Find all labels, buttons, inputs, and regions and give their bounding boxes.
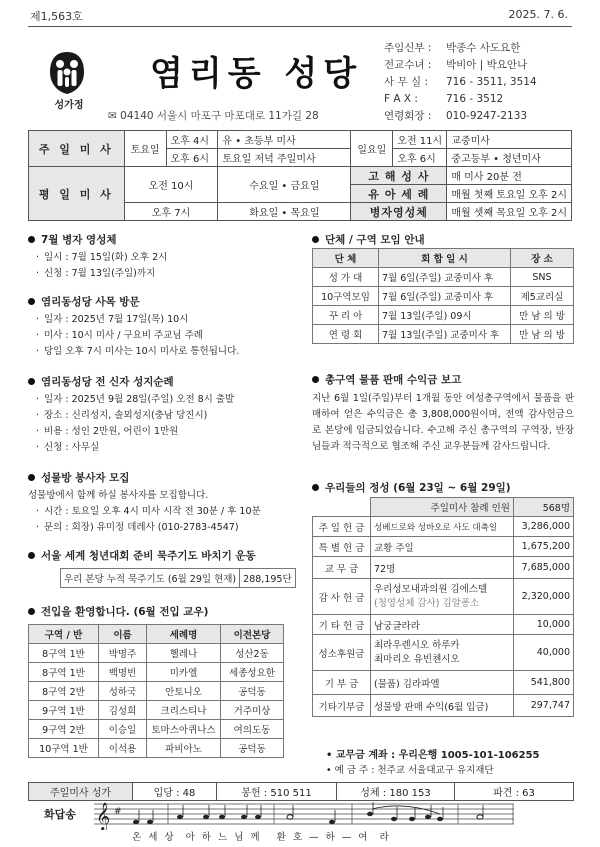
cell: 주 일 헌 금 <box>313 517 371 537</box>
bank-text: 교무금 계좌 : 우리은행 1005-101-106255 <box>335 750 540 761</box>
sacrament-value: 매 미사 20분 전 <box>447 167 572 185</box>
cell: 9구역 1반 <box>29 701 99 720</box>
mass-desc: 교중미사 <box>447 131 572 149</box>
table-row <box>313 287 574 306</box>
cell: 특 별 헌 금 <box>313 537 371 557</box>
issue-date: 2025. 7. 6. <box>508 8 568 21</box>
section-title-text: 총구역 물품 판매 수익금 보고 <box>325 374 462 386</box>
section-title <box>28 374 298 389</box>
section-title-text: 전입을 환영합니다. (6월 전입 교우) <box>41 606 209 618</box>
account-holder: • 예 금 주 : 천주교 서울대교구 유지재단 <box>326 765 494 776</box>
mass-desc: 유 • 초등부 미사 <box>218 131 351 149</box>
info-value: 716 - 3511, 3514 <box>446 76 537 88</box>
section-title <box>28 294 298 309</box>
cell: 여의도동 <box>221 720 284 739</box>
parish-address <box>108 108 319 123</box>
mass-time: 오후 4시 <box>166 131 218 149</box>
cell: 10구역 1반 <box>29 739 99 758</box>
hymn-table <box>28 782 574 801</box>
section-title-text: 7월 병자 영성체 <box>41 234 117 246</box>
sacrament-label: 고 해 성 사 <box>351 167 447 185</box>
hymn-item: 성체 : 180 153 <box>337 783 455 801</box>
mass-desc: 토요일 저녁 주일미사 <box>218 149 351 167</box>
attendance-label: 주일미사 참례 인원 <box>371 498 514 517</box>
parish-title: 염리동 성당 <box>150 54 363 94</box>
section-title <box>312 232 574 247</box>
notice-meetings <box>312 232 574 247</box>
cell: 거주미상 <box>221 701 284 720</box>
section-title-text: 단체 / 구역 모임 안내 <box>325 234 425 246</box>
mass-desc: 중고등부 • 청년미사 <box>447 149 572 167</box>
svg-text:𝄞: 𝄞 <box>96 802 111 830</box>
cell: 7월 13일(주일) 교중미사 후 <box>379 325 511 344</box>
header-divider <box>28 26 572 27</box>
cell: 8구역 2반 <box>29 682 99 701</box>
table-row <box>313 557 574 579</box>
weekday-mass-label: 평 일 미 사 <box>29 167 125 221</box>
cell: 안토니오 <box>147 682 221 701</box>
info-value: 716 - 3512 <box>446 93 504 105</box>
info-label: 주임신부 : <box>384 42 432 54</box>
logo-caption: 성가정 <box>54 100 84 111</box>
cell: 이승일 <box>99 720 147 739</box>
hymn-label: 주일미사 성가 <box>29 783 133 801</box>
cell: 파비아노 <box>147 739 221 758</box>
cell: 541,800 <box>514 671 574 695</box>
cell: 성 가 대 <box>313 268 379 287</box>
table-row <box>29 663 284 682</box>
cell: 8구역 1반 <box>29 663 99 682</box>
list-item: · 신청 : 사무실 <box>28 440 298 456</box>
issue-number: 제1,563호 <box>30 10 83 23</box>
list-item: · 미사 : 10시 미사 / 구요비 주교님 주례 <box>28 328 298 344</box>
cell: 연 령 회 <box>313 325 379 344</box>
list-item: · 당일 오후 7시 미사는 10시 미사로 통헌됩니다. <box>28 344 298 360</box>
table-row <box>29 739 284 758</box>
rosary-label: 우리 본당 누적 묵주기도 (6월 29일 현재) <box>61 569 240 588</box>
sunday-label: 일요일 <box>351 131 393 167</box>
rosary-count-table <box>60 568 296 588</box>
hymn-item: 파견 : 63 <box>455 783 574 801</box>
info-value: 010-9247-2133 <box>446 110 528 122</box>
cell: 꾸 리 아 <box>313 306 379 325</box>
table-row <box>313 615 574 635</box>
cell: (물품) 김라파엘 <box>371 671 514 695</box>
column-header: 단 체 <box>313 249 379 268</box>
table-row <box>313 695 574 717</box>
sacrament-label: 유 아 세 례 <box>351 185 447 203</box>
cell: 72명 <box>371 557 514 579</box>
section-title-text: 염리동성당 전 신자 성지순례 <box>41 376 174 388</box>
info-value: 박비아 | 박요안나 <box>446 59 528 71</box>
cell: 기 부 금 <box>313 671 371 695</box>
table-row <box>313 671 574 695</box>
table-row <box>313 579 574 615</box>
cell: 백명빈 <box>99 663 147 682</box>
cell: 성베드로와 성바오로 사도 대축일 <box>371 517 514 537</box>
table-row <box>313 268 574 287</box>
attendance-value: 568명 <box>514 498 574 517</box>
cell: 이석용 <box>99 739 147 758</box>
cell: 7월 6일(주일) 교중미사 후 <box>379 287 511 306</box>
cell: 성하국 <box>99 682 147 701</box>
list-item: · 문의 : 회장) 유미정 데레사 (010-2783-4547) <box>28 520 298 536</box>
cell: 2,320,000 <box>514 579 574 615</box>
cell-line: 최마리오 유빈첸시오 <box>374 653 460 665</box>
sacrament-value: 매월 셋째 목요일 오후 2시 <box>447 203 572 221</box>
info-label: F A X : <box>384 93 418 105</box>
cell: 크리스티나 <box>147 701 221 720</box>
hymn-item: 봉헌 : 510 511 <box>217 783 337 801</box>
section-title-text: 서울 세계 청년대회 준비 묵주기도 바치기 운동 <box>41 550 256 562</box>
table-row <box>29 644 284 663</box>
sunday-mass-label: 주 일 미 사 <box>29 131 125 167</box>
contact-info <box>384 40 537 125</box>
cell: 297,747 <box>514 695 574 717</box>
cell: 8구역 1반 <box>29 644 99 663</box>
mass-schedule-table <box>28 130 572 221</box>
cell: 7월 6일(주일) 교중미사 후 <box>379 268 511 287</box>
column-header: 세례명 <box>147 625 221 644</box>
cell: 9구역 2반 <box>29 720 99 739</box>
address-text: 04140 서울시 마포구 마포대로 11가길 28 <box>120 110 319 122</box>
notice-pilgrimage <box>28 374 298 456</box>
section-title <box>28 232 298 247</box>
holder-label: 예 금 주 : <box>334 765 378 776</box>
cell: 1,675,200 <box>514 537 574 557</box>
cell: 기타기부금 <box>313 695 371 717</box>
cell-line: 우리성모내과의원 김에스텔 <box>374 583 488 595</box>
cell: 40,000 <box>514 635 574 671</box>
cell: 3,286,000 <box>514 517 574 537</box>
section-title-text: 성물방 봉사자 모집 <box>41 472 130 484</box>
table-row <box>29 682 284 701</box>
cell: 박명주 <box>99 644 147 663</box>
section-title <box>312 372 574 387</box>
cell: 김성희 <box>99 701 147 720</box>
notice-newcomers <box>28 604 298 619</box>
cell: SNS <box>511 268 574 287</box>
table-row <box>313 517 574 537</box>
cell: 교 무 금 <box>313 557 371 579</box>
cell-line: (청영성체 감사) 김알퐁소 <box>374 597 480 609</box>
cell: 만 남 의 방 <box>511 325 574 344</box>
cell: 기 타 헌 금 <box>313 615 371 635</box>
column-header: 장 소 <box>511 249 574 268</box>
list-item: · 신청 : 7월 13일(주일)까지 <box>28 266 298 282</box>
cell: 남궁글라라 <box>371 615 514 635</box>
info-value: 박종수 사도요한 <box>446 42 521 54</box>
hymn-lyrics: 온 세 상 아 하 느 님 께 환 호 — 하 — 여 라 <box>132 832 391 843</box>
newcomers-table <box>28 624 284 758</box>
cell: 미카엘 <box>147 663 221 682</box>
cell: 7월 13일(주일) 09시 <box>379 306 511 325</box>
hymn-item: 입당 : 48 <box>133 783 217 801</box>
info-label: 사 무 실 : <box>384 76 428 88</box>
mass-time: 오후 7시 <box>124 203 218 221</box>
section-title <box>312 480 574 495</box>
cell: 성소후원금 <box>313 635 371 671</box>
bank-account: • 교무금 계좌 : 우리은행 1005-101-106255 <box>326 750 540 761</box>
parish-logo-icon <box>46 48 88 98</box>
info-label: 전교수녀 : <box>384 59 432 71</box>
mass-time: 오후 6시 <box>166 149 218 167</box>
cell: 공덕동 <box>221 739 284 758</box>
table-row <box>29 701 284 720</box>
list-item: · 시간 : 토요일 오후 4시 미사 시작 전 30분 / 후 10분 <box>28 504 298 520</box>
sacrament-value: 매월 첫째 토요일 오후 2시 <box>447 185 572 203</box>
cell: 제5교리실 <box>511 287 574 306</box>
holder-value: 천주교 서울대교구 유지재단 <box>377 765 494 776</box>
cell: 성물방 판매 수익(6월 입금) <box>371 695 514 717</box>
list-item: · 일시 : 7월 15일(화) 오후 2시 <box>28 250 298 266</box>
cell: 10,000 <box>514 615 574 635</box>
paragraph: 성물방에서 함께 하실 봉사자를 모집합니다. <box>28 490 209 501</box>
mass-days: 수요일 • 금요일 <box>218 167 351 203</box>
table-row <box>313 325 574 344</box>
notice-offerings <box>312 480 574 495</box>
column-header: 이전본당 <box>221 625 284 644</box>
column-header: 이름 <box>99 625 147 644</box>
notice-pastoral-visit <box>28 294 298 360</box>
svg-text:#: # <box>114 807 122 817</box>
cell: 토마스아퀴나스 <box>147 720 221 739</box>
mass-time: 오전 11시 <box>393 131 447 149</box>
offerings-table <box>312 497 574 717</box>
notice-sales-report <box>312 372 574 455</box>
table-row <box>313 537 574 557</box>
column-header: 구역 / 반 <box>29 625 99 644</box>
music-staff <box>94 800 514 830</box>
cell: 7,685,000 <box>514 557 574 579</box>
mass-days: 화요일 • 목요일 <box>218 203 351 221</box>
cell: 공덕동 <box>221 682 284 701</box>
notice-volunteers <box>28 470 298 536</box>
table-row <box>313 306 574 325</box>
section-title-text: 우리들의 정성 (6월 23일 ~ 6월 29일) <box>325 482 511 494</box>
notice-rosary <box>28 548 298 563</box>
info-label: 연령회장 : <box>384 110 432 122</box>
table-row <box>29 720 284 739</box>
section-title <box>28 470 298 485</box>
section-title-text: 염리동성당 사목 방문 <box>41 296 140 308</box>
section-title <box>28 604 298 619</box>
cell: 감 사 헌 금 <box>313 579 371 615</box>
notice-sick-communion <box>28 232 298 282</box>
cell: 교황 주일 <box>371 537 514 557</box>
rosary-value: 288,195단 <box>240 569 295 588</box>
table-row <box>313 635 574 671</box>
mass-time: 오후 6시 <box>393 149 447 167</box>
column-header: 회 합 일 시 <box>379 249 511 268</box>
section-title <box>28 548 298 563</box>
cell: 10구역모임 <box>313 287 379 306</box>
list-item: · 일자 : 2025년 7월 17일(목) 10시 <box>28 312 298 328</box>
saturday-label: 토요일 <box>124 131 166 167</box>
list-item: · 장소 : 신리성지, 솔뫼성지(충남 당진시) <box>28 408 298 424</box>
meetings-table <box>312 248 574 344</box>
cell: 헬레나 <box>147 644 221 663</box>
cell: 성산2동 <box>221 644 284 663</box>
cell-line: 최라우렌시오 하루카 <box>374 639 460 651</box>
sacrament-label: 병자영성체 <box>351 203 447 221</box>
mail-icon: ✉ <box>108 110 117 122</box>
paragraph: 지난 6월 1일(주일)부터 1개월 동안 여성총구역에서 물품을 판매하여 얻은 수익금은 총 3,808,000원이며, 전액 감사헌금으로 본당에 입금되었습니다. 수고해 주신 총구역의 구역장, 반장님들과 적극적으로 협조해 주신 교우분들께 감사드립니다. <box>312 393 574 452</box>
list-item: · 일자 : 2025년 9월 28일(주일) 오전 8시 출발 <box>28 392 298 408</box>
response-psalm-label: 화답송 <box>44 808 76 821</box>
list-item: · 비용 : 성인 2만원, 어린이 1만원 <box>28 424 298 440</box>
mass-time: 오전 10시 <box>124 167 218 203</box>
cell: 만 남 의 방 <box>511 306 574 325</box>
cell: 세종성요한 <box>221 663 284 682</box>
